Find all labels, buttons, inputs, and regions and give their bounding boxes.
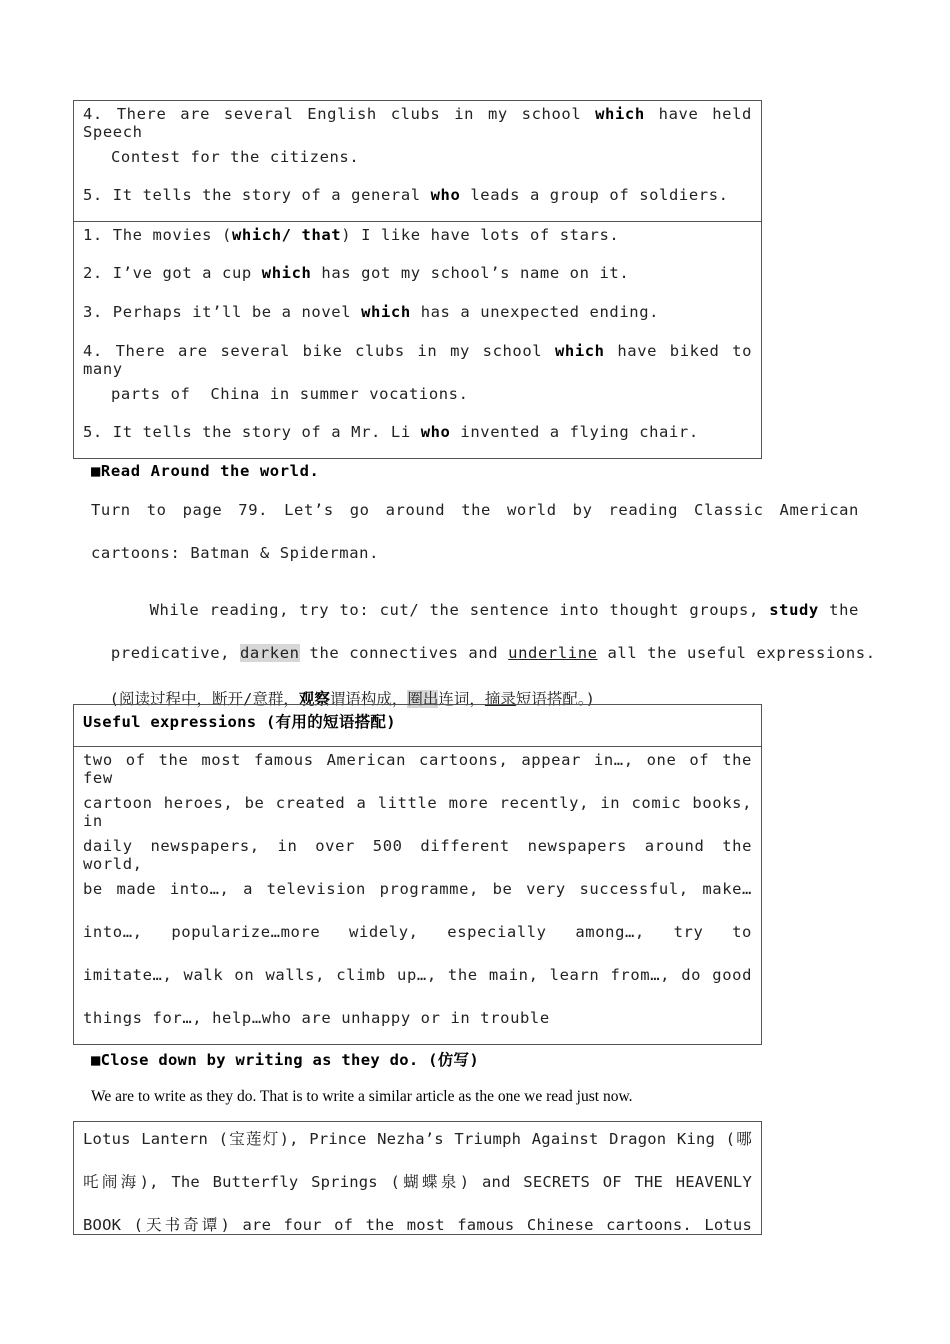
expression-line: two of the most famous American cartoons, appear in…, one of the few: [83, 751, 752, 787]
underlined-word: 摘录: [484, 690, 516, 708]
expressions-header: Useful expressions (有用的短语搭配): [83, 713, 396, 731]
expression-line-last: things for…, help…who are unhappy or in trouble: [83, 1009, 550, 1027]
highlighted-word: darken: [240, 644, 300, 662]
expression-line: cartoon heroes, be created a little more recently, in comic books, in: [83, 794, 752, 830]
table-divider: [74, 221, 761, 222]
b-item-5: 5. It tells the story of a Mr. Li who invented a flying chair.: [83, 423, 699, 441]
a-item-5: 5. It tells the story of a general who leads a group of soldiers.: [83, 186, 729, 204]
read-para2-line1: While reading, try to: cut/ the sentence into thought groups, study the: [149, 601, 859, 619]
keyword: study: [769, 601, 819, 619]
keyword: which: [595, 105, 645, 123]
read-para2-line2: predicative, darken the connectives and underline all the useful expressions.: [110, 644, 876, 662]
writing-line: BOOK (天书奇谭) are four of the most famous Chinese cartoons. Lotus: [83, 1216, 752, 1234]
sentence-table: [73, 100, 762, 459]
keyword: who: [430, 186, 461, 204]
expression-line: daily newspapers, in over 500 different newspapers around the world,: [83, 837, 752, 873]
writing-table: [73, 1121, 762, 1235]
keyword: which/ that: [231, 226, 342, 244]
expression-line: into…, popularize…more widely, especially among…, try to: [83, 923, 752, 941]
keyword: who: [420, 423, 451, 441]
a-item-4-line-2: Contest for the citizens.: [111, 148, 360, 166]
b-item-3: 3. Perhaps it’ll be a novel which has a unexpected ending.: [83, 303, 660, 321]
read-para1-line1: Turn to page 79. Let’s go around the world by reading Classic American: [91, 501, 859, 519]
b-item-2: 2. I’ve got a cup which has got my school’s name on it.: [83, 264, 630, 282]
writing-line: Lotus Lantern (宝莲灯), Prince Nezha’s Triumph Against Dragon King (哪: [83, 1130, 752, 1148]
writing-line: 吒闹海), The Butterfly Springs (蝴蝶泉) and SECRETS OF THE HEAVENLY: [83, 1173, 752, 1191]
close-instruction: We are to write as they do. That is to write a similar article as the one we read just now.: [91, 1088, 633, 1105]
b-item-1: 1. The movies (which/ that) I like have lots of stars.: [83, 226, 620, 244]
read-heading: ■Read Around the world.: [91, 462, 320, 480]
table-divider: [74, 746, 761, 747]
b-item-4-line-1: 4. There are several bike clubs in my school which have biked to many: [83, 342, 753, 378]
keyword: 观察: [298, 690, 330, 708]
expression-line: be made into…, a television programme, be very successful, make…: [83, 880, 752, 898]
a-item-4-line-1: 4. There are several English clubs in my school which have held Speech: [83, 105, 752, 141]
read-para1-line2: cartoons: Batman & Spiderman.: [91, 544, 380, 562]
read-para3: (阅读过程中，断开/意群，观察谓语构成，圈出连词，摘录短语搭配。): [109, 690, 596, 708]
keyword: which: [554, 342, 605, 360]
close-heading: ■Close down by writing as they do. (仿写): [91, 1051, 479, 1069]
expressions-table: [73, 704, 762, 1045]
expression-line: imitate…, walk on walls, climb up…, the main, learn from…, do good: [83, 966, 752, 984]
b-item-4-line-2: parts of China in summer vocations.: [111, 385, 469, 403]
keyword: which: [261, 264, 312, 282]
underlined-word: underline: [508, 644, 598, 662]
highlighted-word: 圈出: [407, 690, 439, 708]
keyword: which: [361, 303, 411, 321]
